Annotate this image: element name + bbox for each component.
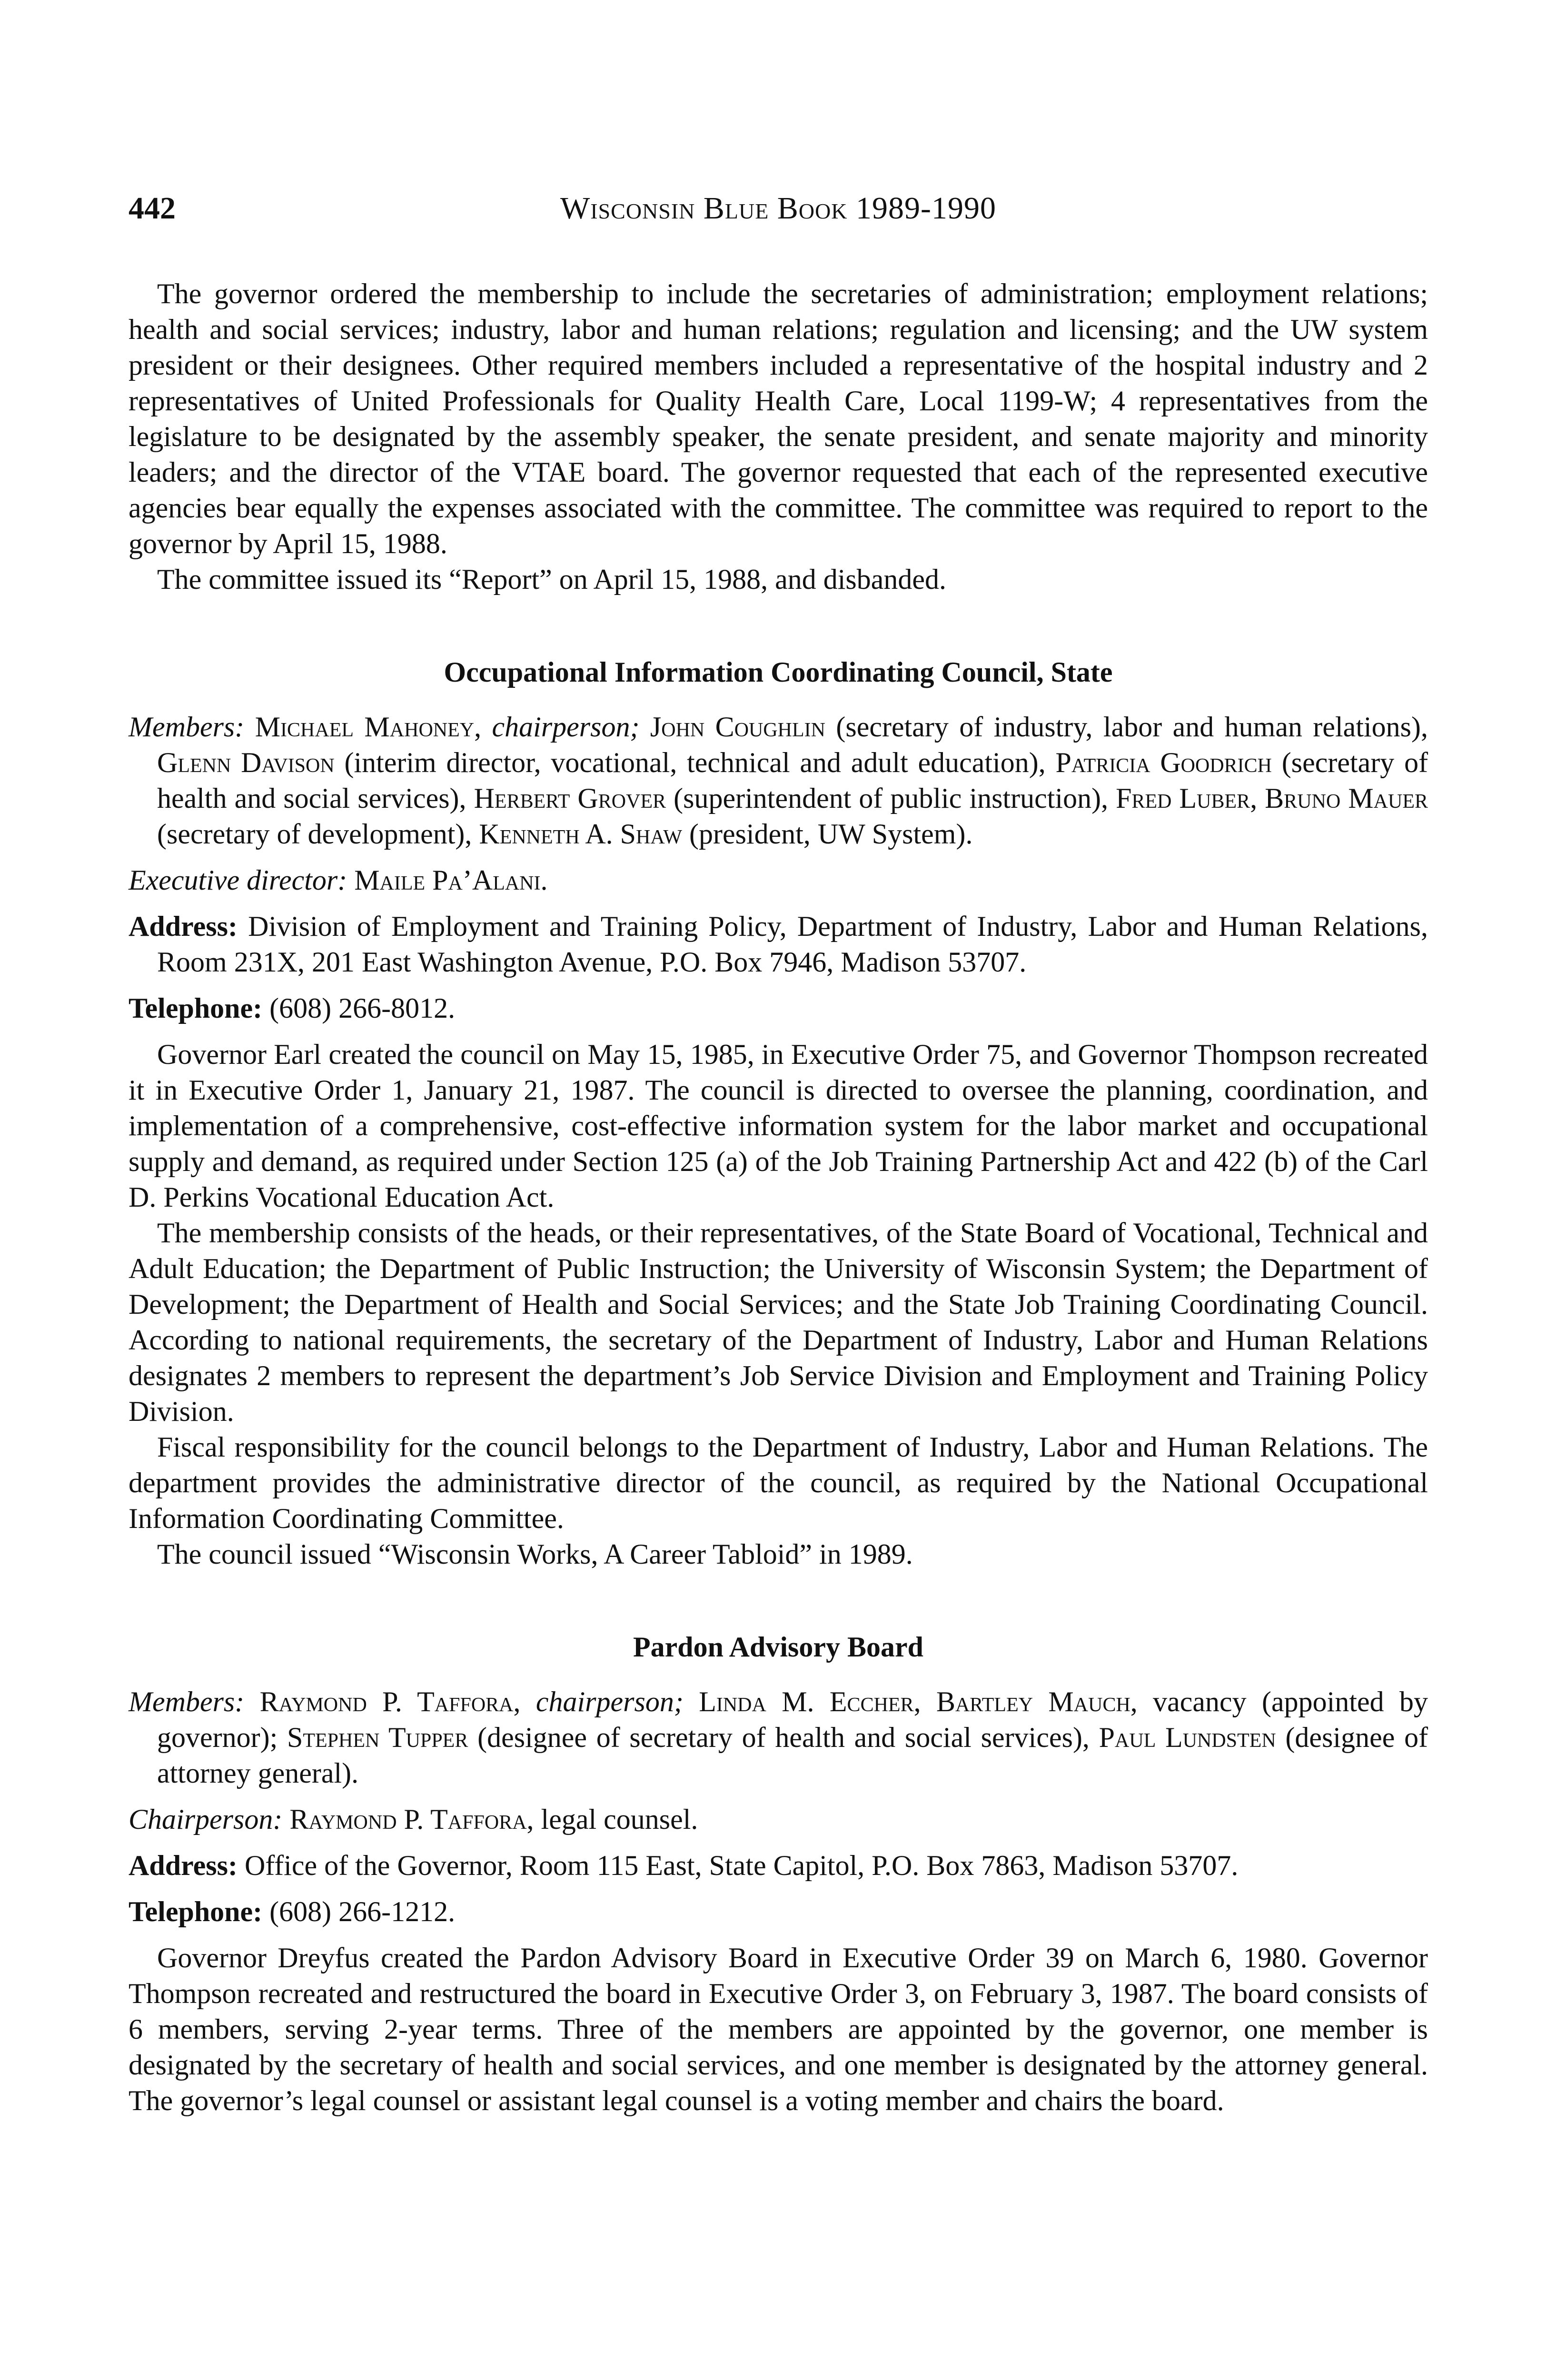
- chairperson-entry: [129, 1802, 1428, 1837]
- body-paragraph: The membership consists of the heads, or their representatives, of the State Board of Vocational, Technical and Adult Education; the Department of Public Instruction; the University of Wisconsin System; the Department of Development; the Department of Health and Social Services; and the State Job Training Coordinating Council. According to national requirements, the secretary of the Department of Industry, Labor and Human Relations designates 2 members to represent the department’s Job Service Division and Employment and Training Policy Division.: [129, 1217, 1428, 1427]
- member-name: Bartley Mauch: [936, 1686, 1130, 1717]
- address-text: Office of the Governor, Room 115 East, State Capitol, P.O. Box 7863, Madison 53707.: [244, 1850, 1239, 1881]
- member-name: Glenn Davison: [157, 747, 335, 778]
- member-name: Michael Mahoney: [255, 711, 475, 743]
- member-name: John Coughlin: [650, 711, 825, 743]
- executive-director-entry: [129, 863, 1428, 898]
- chairperson-name: Raymond P. Taffora: [289, 1804, 527, 1835]
- intro-paragraph: The governor ordered the membership to include the secretaries of administration; employment relations; health and social services; industry, labor and human relations; regulation and licensing; and the UW system president or their designees. Other required members included a representative of the hospital industry and 2 representatives of United Professionals for Quality Health Care, Local 1199-W; 4 representatives from the legislature to be designated by the assembly speaker, the senate president, and senate majority and minority leaders; and the director of the VTAE board. The governor requested that each of the represented executive agencies bear equally the expenses associated with the committee. The committee was required to report to the governor by April 15, 1988.: [129, 278, 1428, 559]
- member-role: (superintendent of public instruction),: [674, 783, 1109, 814]
- section-title-pardon-board: Pardon Advisory Board: [633, 1631, 924, 1663]
- member-name: Linda M. Eccher: [699, 1686, 914, 1717]
- telephone-entry: [129, 1894, 1428, 1930]
- telephone-label: Telephone:: [129, 992, 263, 1024]
- members-label: Members:: [129, 711, 245, 743]
- chairperson-role: , legal counsel.: [526, 1804, 698, 1835]
- members-list: Michael Mahoney, chairperson; John Coughlin (secretary of industry, labor and human relations), Glenn Davison (interim director, vocational, technical and adult education), Patricia Goodrich (secretary of health and social services), Herbert Grover (superintendent of public instruction), Fred Luber, Bruno Mauer (secretary of development), Kenneth A. Shaw (president, UW System).: [157, 711, 1428, 850]
- member-role: (president, UW System).: [689, 818, 973, 850]
- document-page: [129, 190, 1428, 2119]
- member-role: (designee of secretary of health and social services),: [477, 1722, 1090, 1753]
- executive-director-label: Executive director:: [129, 864, 347, 896]
- address-entry: [129, 1848, 1428, 1884]
- member-name: Raymond P. Taffora: [259, 1686, 514, 1717]
- member-name: Stephen Tupper: [287, 1722, 468, 1753]
- member-role: ,: [913, 1686, 921, 1717]
- running-title: Wisconsin Blue Book 1989-1990: [560, 191, 997, 226]
- body-paragraph: Fiscal responsibility for the council belongs to the Department of Industry, Labor and Human Relations. The department provides the administrative director of the council, as required by the National Occupational Information Coordinating Committee.: [129, 1431, 1428, 1534]
- member-role: (secretary of health and social services),: [157, 747, 1428, 814]
- member-role: (secretary of industry, labor and human relations),: [836, 711, 1428, 743]
- intro-paragraph-report: The committee issued its “Report” on April 15, 1988, and disbanded.: [157, 564, 947, 595]
- telephone-number: (608) 266-1212.: [269, 1896, 456, 1927]
- member-name: Fred Luber: [1116, 783, 1250, 814]
- member-name: Bruno Mauer: [1265, 783, 1428, 814]
- member-role: , vacancy (appointed by governor);: [157, 1686, 1428, 1753]
- telephone-label: Telephone:: [129, 1896, 263, 1927]
- members-entry: [129, 709, 1428, 852]
- member-name: Patricia Goodrich: [1055, 747, 1272, 778]
- body-paragraph: The council issued “Wisconsin Works, A Career Tabloid” in 1989.: [157, 1538, 913, 1570]
- members-list: Raymond P. Taffora, chairperson; Linda M. Eccher, Bartley Mauch, vacancy (appointed by governor); Stephen Tupper (designee of secretary of health and social services), Paul Lundsten (designee of attorney general).: [157, 1686, 1428, 1789]
- address-text: Division of Employment and Training Policy, Department of Industry, Labor and Human Relations, Room 231X, 201 East Washington Avenue, P.O. Box 7946, Madison 53707.: [157, 911, 1428, 978]
- chairperson-label: Chairperson:: [129, 1804, 283, 1835]
- members-label: Members:: [129, 1686, 245, 1717]
- body-paragraph: Governor Earl created the council on May 15, 1985, in Executive Order 75, and Governor Thompson recreated it in Executive Order 1, January 21, 1987. The council is directed to oversee the planning, coordination, and implementation of a comprehensive, cost-effective information system for the labor market and occupational supply and demand, as required under Section 125 (a) of the Job Training Partnership Act and 422 (b) of the Carl D. Perkins Vocational Education Act.: [129, 1039, 1428, 1213]
- member-role: (designee of attorney general).: [157, 1722, 1428, 1789]
- member-role: (interim director, vocational, technical and adult education),: [344, 747, 1046, 778]
- body-paragraph: Governor Dreyfus created the Pardon Advisory Board in Executive Order 39 on March 6, 1980. Governor Thompson recreated and restructured the board in Executive Order 3, on February 3, 1987. The board consists of 6 members, serving 2-year terms. Three of the members are appointed by the governor, one member is designated by the secretary of health and social services, and one member is designated by the attorney general. The governor’s legal counsel or assistant legal counsel is a voting member and chairs the board.: [129, 1942, 1428, 2116]
- member-role: ,: [1250, 783, 1258, 814]
- member-name: Paul Lundsten: [1099, 1722, 1276, 1753]
- section-title-occupational-council: Occupational Information Coordinating Council, State: [444, 656, 1113, 688]
- address-label: Address:: [129, 911, 238, 942]
- telephone-entry: [129, 991, 1428, 1026]
- page-header: [129, 190, 1428, 243]
- members-entry: [129, 1684, 1428, 1791]
- page-number: 442: [129, 191, 176, 226]
- member-role: (secretary of development),: [157, 818, 472, 850]
- executive-director-name: Maile Pa’Alani.: [354, 864, 548, 896]
- address-label: Address:: [129, 1850, 238, 1881]
- member-name: Kenneth A. Shaw: [479, 818, 682, 850]
- address-entry: [129, 909, 1428, 980]
- member-name: Herbert Grover: [474, 783, 666, 814]
- member-role: chairperson;: [492, 711, 640, 743]
- member-role: chairperson;: [535, 1686, 684, 1717]
- telephone-number: (608) 266-8012.: [269, 992, 456, 1024]
